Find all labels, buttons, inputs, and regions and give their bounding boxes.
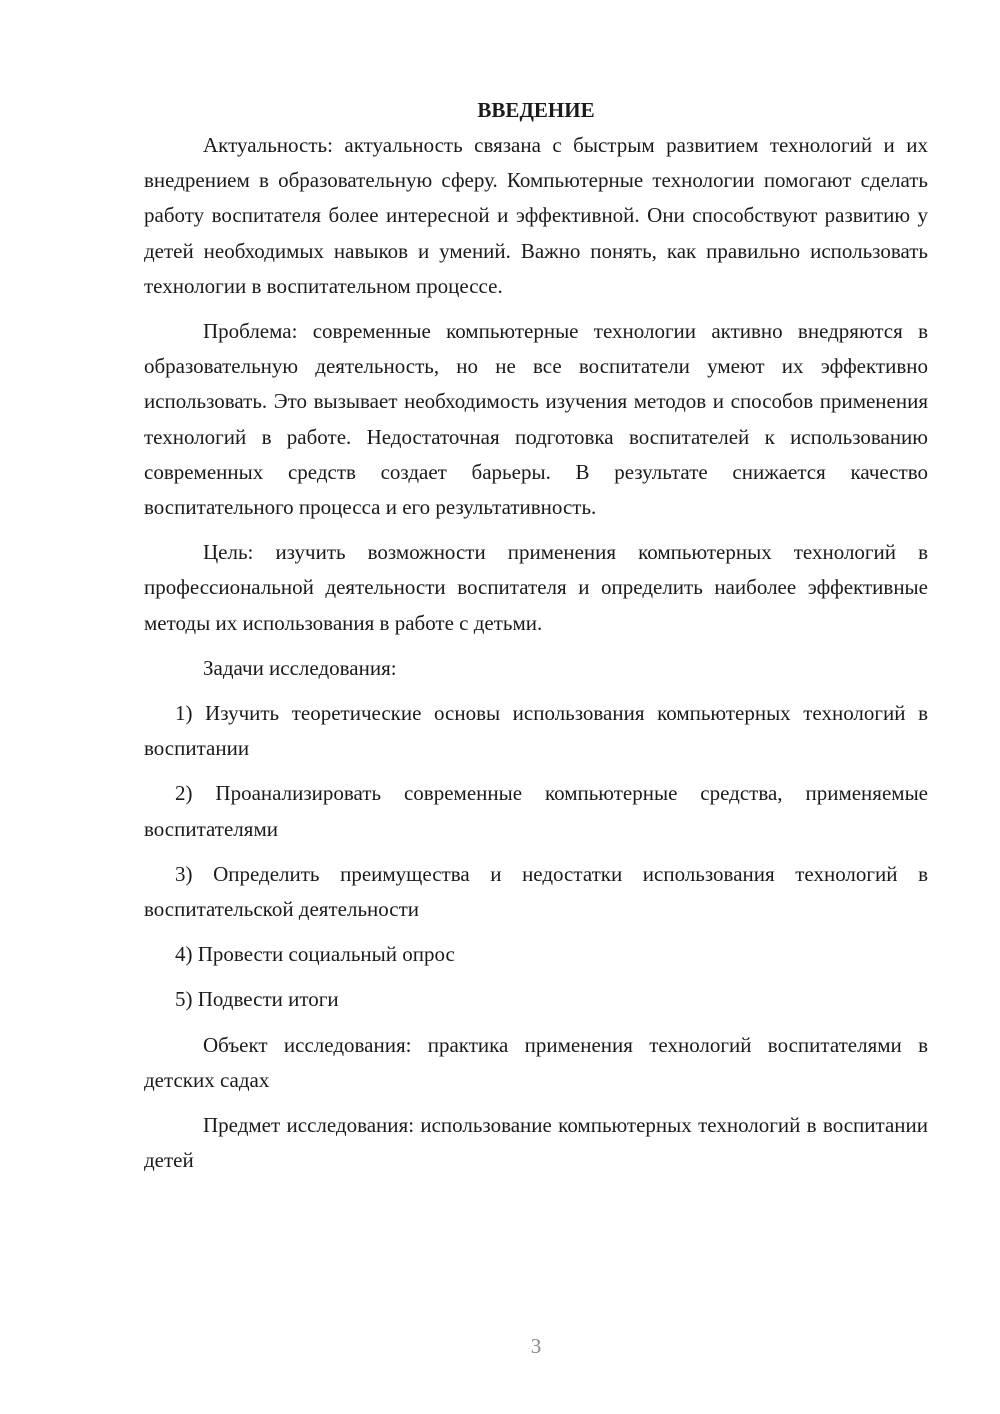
page-number: 3 bbox=[530, 1334, 542, 1358]
problem-paragraph: Проблема: современные компьютерные технологии активно внедряются в образовательную деятельность, но не все воспитатели умеют их эффективно использовать. Это вызывает необходимость изучения методов и способов применения технологий в работе. Недостаточная подготовка воспитателей к использованию современных средств создает барьеры. В результате снижается качество воспитательного процесса и его результативность. bbox=[144, 319, 928, 520]
object-paragraph: Объект исследования: практика применения технологий воспитателями в детских садах bbox=[144, 1032, 928, 1092]
section-title: ВВЕДЕНИЕ bbox=[477, 98, 595, 122]
task-item-1: 1) Изучить теоретические основы использования компьютерных технологий в воспитании bbox=[144, 701, 928, 761]
goal-paragraph: Цель: изучить возможности применения компьютерных технологий в профессиональной деятельности воспитателя и определить наиболее эффективные методы их использования в работе с детьми. bbox=[144, 540, 928, 635]
task-item-5: 5) Подвести итоги bbox=[175, 987, 339, 1012]
relevance-paragraph: Актуальность: актуальность связана с быстрым развитием технологий и их внедрением в образовательную сферу. Компьютерные технологии помогают сделать работу воспитателя более интересной и эффективной. Они способствуют развитию у детей необходимых навыков и умений. Важно понять, как правильно использовать технологии в воспитательном процессе. bbox=[144, 133, 928, 298]
task-item-3: 3) Определить преимущества и недостатки использования технологий в воспитательской деятельности bbox=[144, 861, 928, 922]
task-item-4: 4) Провести социальный опрос bbox=[175, 942, 455, 967]
task-item-2: 2) Проанализировать современные компьютерные средства, применяемые воспитателями bbox=[144, 781, 928, 841]
document-page bbox=[144, 93, 928, 1178]
subject-paragraph: Предмет исследования: использование компьютерных технологий в воспитании детей bbox=[144, 1113, 928, 1173]
tasks-heading: Задачи исследования: bbox=[203, 655, 397, 680]
